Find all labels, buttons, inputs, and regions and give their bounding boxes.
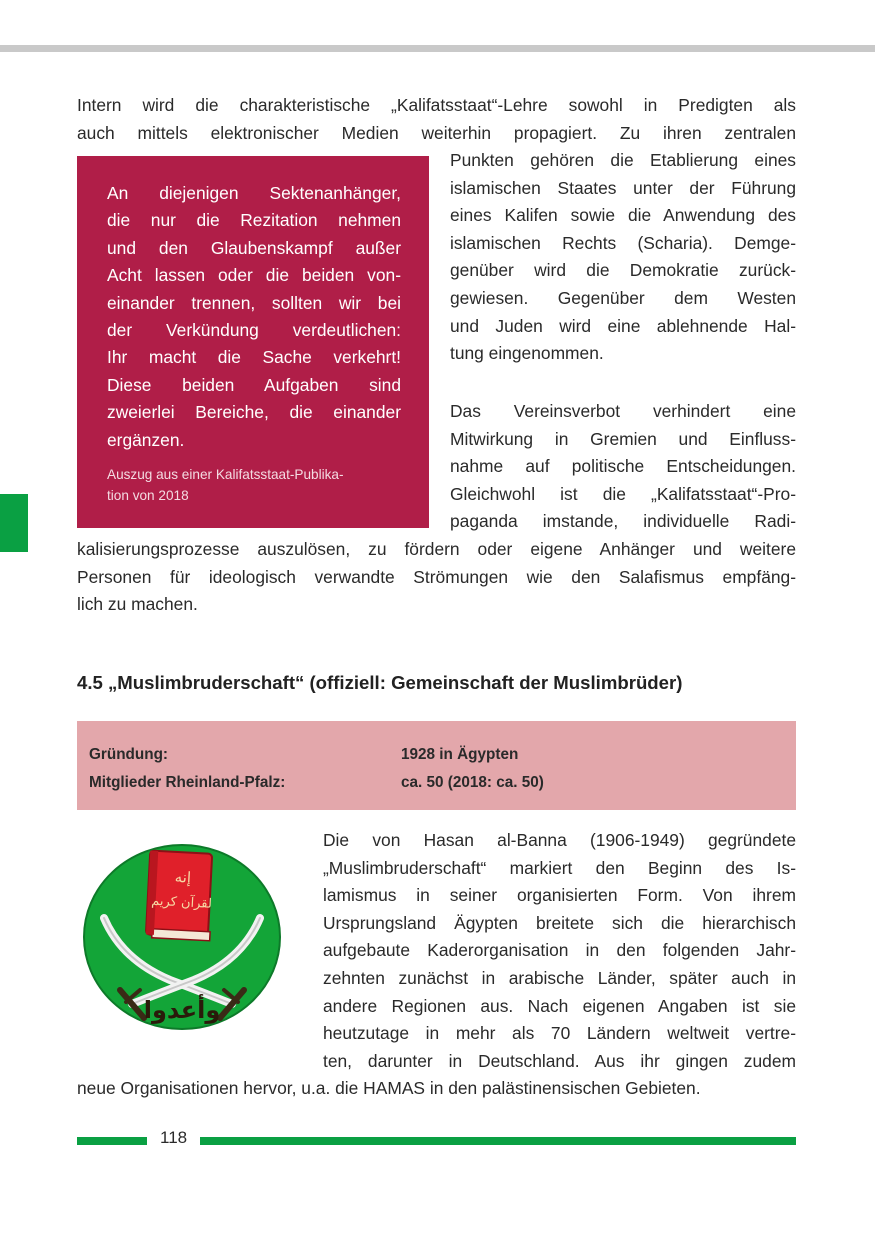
fact-label: Mitglieder Rheinland-Pfalz: [89,773,286,791]
text-line: islamischen Staates unter der Führung [450,177,796,198]
text-line: Ursprungsland Ägypten breitete sich die hierarchisch [323,912,796,933]
text-line: nahme auf politische Entscheidungen. [450,456,796,477]
text-line: lamismus in seiner organisierten Form. Von ihrem [323,885,796,906]
quote-line: Acht lassen oder die beiden von- [107,265,401,286]
quote-line: der Verkündung verdeutlichen: [107,320,401,341]
text-line: kalisierungsprozesse auszulösen, zu fördern oder eigene Anhänger und weitere [77,539,796,559]
quote-text [107,180,401,454]
text-line: zehnten zunächst in arabische Länder, später auch in [323,967,796,988]
quote-line: Ihr macht die Sache verkehrt! [107,347,401,368]
text-line: auch mittels elektronischer Medien weiterhin propagiert. Zu ihren zentralen [77,122,796,143]
text-line: Intern wird die charakteristische „Kalifatsstaat“-Lehre sowohl in Predigten als [77,95,796,115]
text-line: heutzutage in mehr als 70 Ländern weltweit vertre- [323,1023,796,1044]
text-line: paganda imstande, individuelle Radi- [450,511,796,532]
fact-box [77,721,796,810]
text-line: andere Regionen aus. Nach eigenen Angaben ist sie [323,995,796,1016]
quote-line: zweierlei Bereiche, die einander [107,402,401,423]
text-line: eines Kalifen sowie die Anwendung des [450,205,796,226]
quote-line: ergänzen. [107,429,185,450]
fact-label: Gründung: [89,746,169,763]
text-line: genüber wird die Demokratie zurück- [450,260,796,281]
text-line: gewiesen. Gegenüber dem Westen [450,287,796,308]
text-line: und Juden wird eine ablehnende Hal- [450,315,796,336]
quote-source [107,465,401,506]
quote-source-line: tion von 2018 [107,487,189,503]
text-line: lich zu machen. [77,594,198,615]
text-line: neue Organisationen hervor, u.a. die HAMAS in den palästinensischen Gebieten. [77,1078,701,1098]
text-line: „Muslimbruderschaft“ markiert den Beginn des Is- [323,857,796,878]
fact-row [89,741,784,769]
text-line: Die von Hasan al-Banna (1906-1949) gegründete [323,830,796,850]
book-text: لقرآن كريم [150,893,213,912]
intro-paragraph [77,92,796,147]
quote-line: An diejenigen Sektenanhänger, [107,183,401,203]
intro-paragraph-column [450,147,796,368]
quote-line: und den Glaubenskampf außer [107,237,401,258]
chapter-tab-marker [0,494,28,552]
text-line: Mitwirkung in Gremien und Einfluss- [450,428,796,449]
text-line: Personen für ideologisch verwandte Strömungen wie den Salafismus empfäng- [77,566,796,587]
logo-motto: وأعدوا [143,996,221,1024]
text-line: Gleichwohl ist die „Kalifatsstaat“-Pro- [450,483,796,504]
second-paragraph [77,536,796,619]
footer-rule-left [77,1137,147,1145]
fact-value: 1928 in Ägypten [401,746,519,763]
fact-value: ca. 50 (2018: ca. 50) [401,773,544,791]
quote-line: Diese beiden Aufgaben sind [107,374,401,395]
quote-box [77,156,429,528]
text-line: Das Vereinsverbot verhindert eine [450,401,796,421]
text-line: tung eingenommen. [450,343,604,364]
muslim-brotherhood-logo [82,840,282,1030]
text-line: aufgebaute Kaderorganisation in den folgenden Jahr- [323,940,796,961]
book-text: إنه [174,867,192,887]
quote-line: die nur die Rezitation nehmen [107,210,401,231]
body-paragraph [77,1075,796,1103]
footer-rule-right [200,1137,796,1145]
page-number: 118 [160,1128,188,1147]
text-line: ten, darunter in Deutschland. Aus ihr gingen zudem [323,1050,796,1071]
text-line: Punkten gehören die Etablierung eines [450,150,796,170]
quote-source-line: Auszug aus einer Kalifatsstaat-Publika- [107,467,344,483]
text-line: islamischen Rechts (Scharia). Demge- [450,232,796,253]
second-paragraph-column [450,398,796,536]
fact-row [89,769,784,797]
top-rule [0,45,875,52]
book-icon [146,851,215,941]
body-paragraph-column [323,827,796,1075]
quote-line: einander trennen, sollten wir bei [107,292,401,313]
section-heading: 4.5 „Muslimbruderschaft“ (offiziell: Gemeinschaft der Muslimbrüder) [77,672,683,693]
